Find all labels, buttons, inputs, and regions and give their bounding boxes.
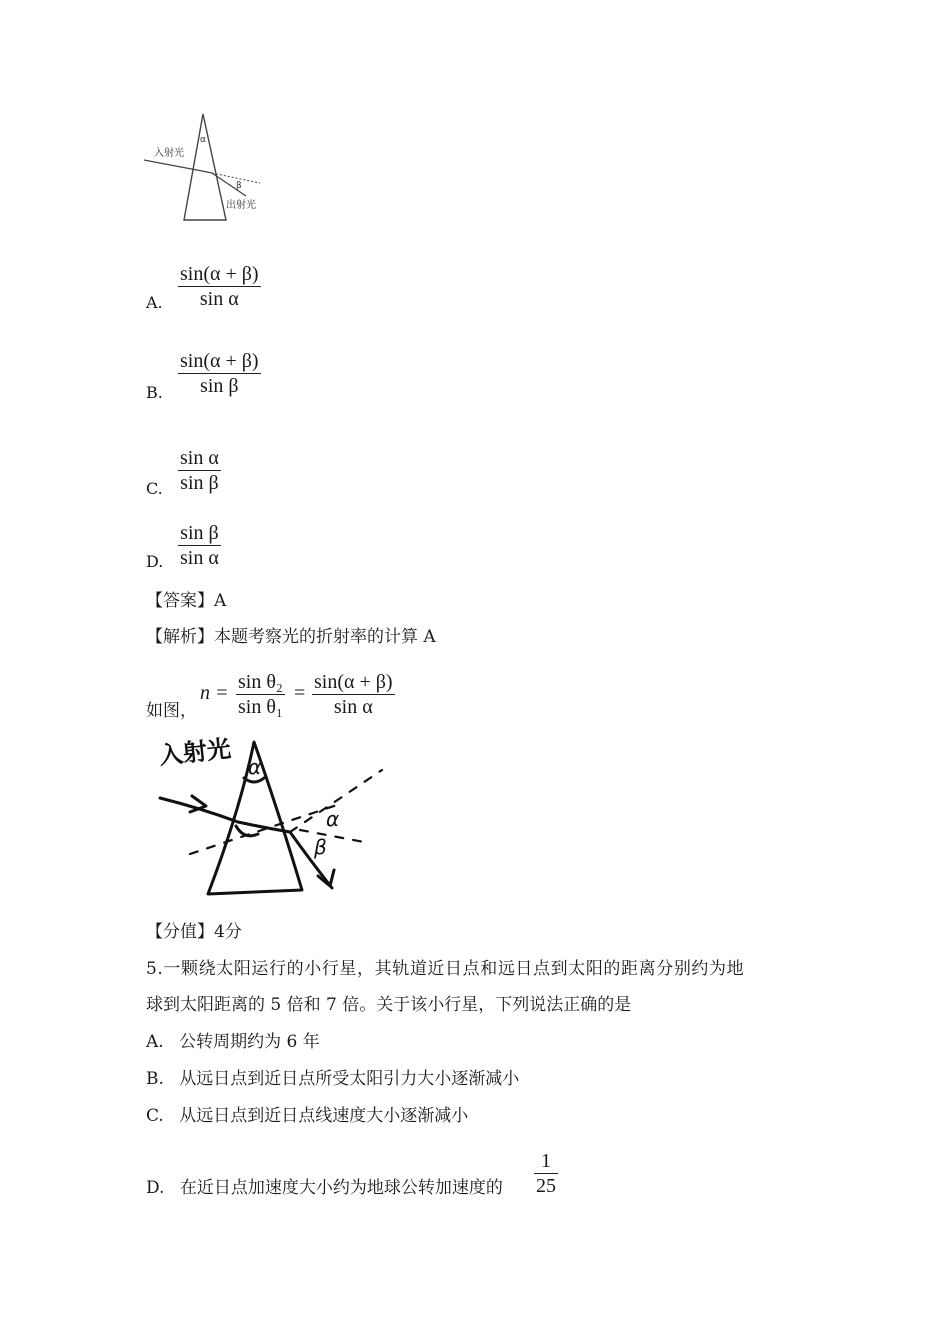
score-line: 【分值】4分 [146,922,242,942]
formula-fraction-1 [236,670,285,719]
question5-line2: 球到太阳距离的 5 倍和 7 倍。关于该小行星，下列说法正确的是 [146,995,632,1015]
prism-shape [184,114,226,220]
analysis-line: 【解析】本题考察光的折射率的计算 A [146,627,436,647]
q5-d-fraction-denominator: 25 [536,1175,556,1197]
option-a-numerator: sin(α + β) [180,263,259,285]
refracted-ray [202,171,212,173]
option-c-fraction [178,446,221,495]
beta-label: β [314,835,327,859]
option-a-label: A. [146,293,163,312]
q5-option-a-text: 公转周期约为 6 年 [179,1032,320,1052]
option-d-fraction [178,521,221,570]
formula-frac1-denominator: sin θ₁ [238,696,283,718]
q5-option-b-label: B. [146,1069,164,1089]
incident-label: 入射光 [157,734,233,770]
q5-option-d [146,1178,503,1198]
q5-option-d-fraction [534,1149,558,1198]
option-d-numerator: sin β [180,522,219,544]
prism-figure [140,108,270,228]
formula-frac1-numerator: sin θ₂ [238,671,283,693]
answer-line: 【答案】A [146,591,227,611]
option-a-fraction [178,262,261,311]
q5-option-a-label: A. [146,1032,164,1052]
q5-option-c [146,1106,468,1126]
beta-label: β [236,181,242,191]
formula-frac2-denominator: sin α [333,696,373,718]
option-c-numerator: sin α [180,447,219,469]
formula-fraction-2 [312,670,395,719]
q5-option-a [146,1032,320,1052]
q5-option-c-label: C. [146,1106,164,1126]
option-c-label: C. [146,479,163,498]
handdrawn-prism-figure [150,730,390,900]
option-b-label: B. [146,383,163,402]
option-a-denominator: sin α [199,288,239,310]
option-b-numerator: sin(α + β) [180,350,259,372]
q5-option-c-text: 从远日点到近日点线速度大小逐渐减小 [179,1106,469,1126]
formula-equals: = [294,682,306,704]
alpha-label-2: α [326,807,340,831]
formula-prefix: 如图， [146,701,197,721]
question5-line1: 5.一颗绕太阳运行的小行星，其轨道近日点和远日点到太阳的距离分别约为地 [146,959,745,979]
q5-option-b [146,1069,519,1089]
option-c-denominator: sin β [180,472,219,494]
option-d-label: D. [146,552,164,571]
exit-label: 出射光 [226,200,256,211]
q5-option-d-text: 在近日点加速度大小约为地球公转加速度的 [179,1178,503,1198]
alpha-label: α [200,135,206,145]
option-b-denominator: sin β [200,375,239,397]
alpha-label: α [248,755,262,779]
option-d-denominator: sin α [180,547,219,569]
formula-frac2-numerator: sin(α + β) [314,671,393,693]
option-b-fraction [178,349,261,398]
q5-option-d-label: D. [146,1178,165,1198]
incident-label: 入射光 [154,148,184,159]
formula-lhs: n = [200,682,229,704]
extension-line-2 [300,830,364,842]
q5-d-fraction-numerator: 1 [541,1150,551,1172]
q5-option-b-text: 从远日点到近日点所受太阳引力大小逐渐减小 [179,1069,520,1089]
